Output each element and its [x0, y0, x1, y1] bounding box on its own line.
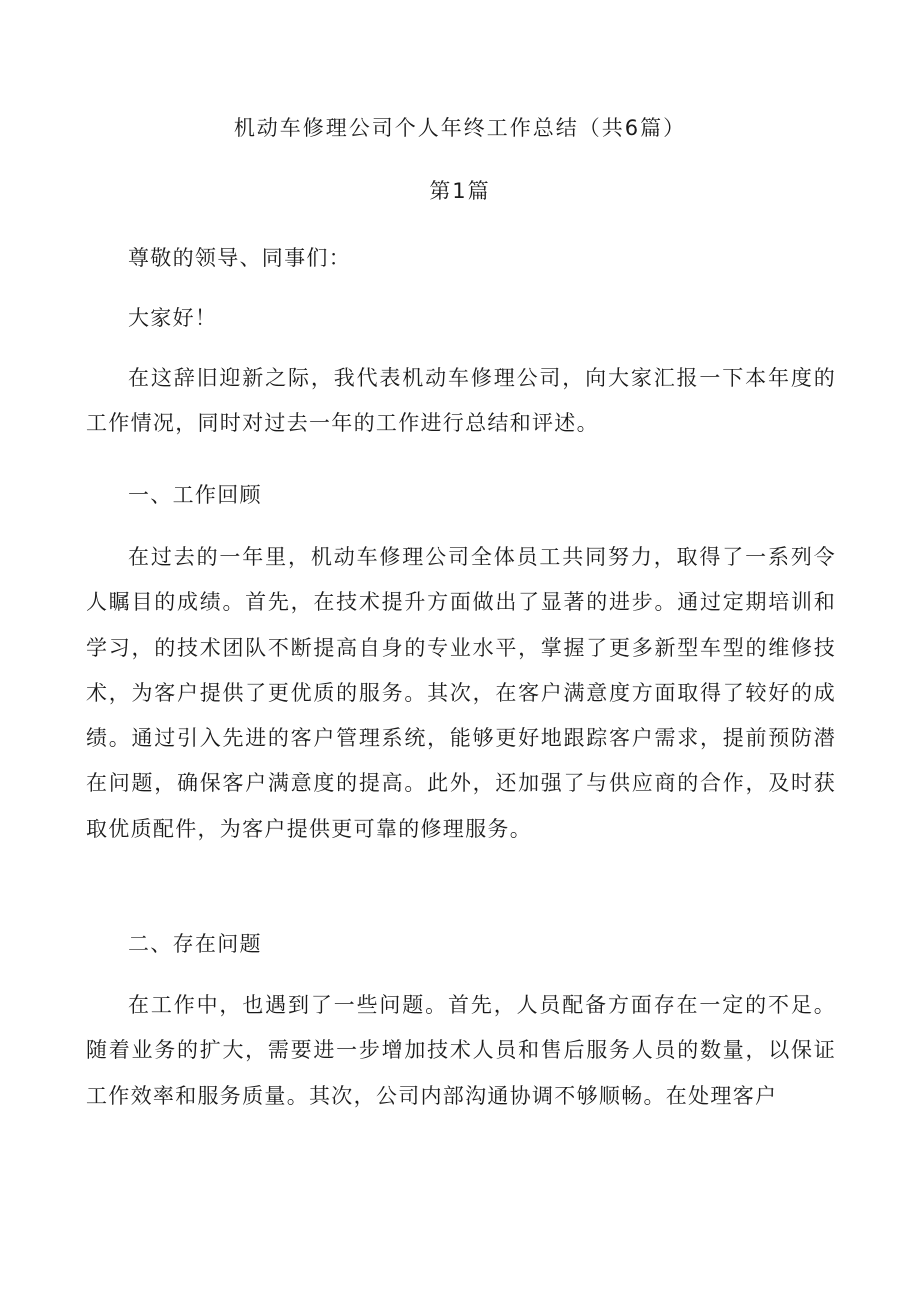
section-body-problems: 在工作中，也遇到了一些问题。首先，人员配备方面存在一定的不足。随着业务的扩大，需要进一步增加技术人员和售后服务人员的数量，以保证工作效率和服务质量。其次，公司内部沟通协调不够顺畅。在处理客户	[86, 993, 836, 1108]
chapter-title: 第1篇	[429, 179, 491, 203]
document-title: 机动车修理公司个人年终工作总结（共6篇）	[233, 116, 687, 140]
intro-paragraph: 在这辞旧迎新之际，我代表机动车修理公司，向大家汇报一下本年度的工作情况，同时对过去一年的工作进行总结和评述。	[86, 366, 836, 436]
hello-line: 大家好！	[128, 306, 218, 330]
section-heading-review: 一、工作回顾	[128, 483, 262, 507]
section-body-review: 在过去的一年里，机动车修理公司全体员工共同努力，取得了一系列令人瞩目的成绩。首先，在技术提升方面做出了显著的进步。通过定期培训和学习，的技术团队不断提高自身的专业水平，掌握了更多新型车型的维修技术，为客户提供了更优质的服务。其次，在客户满意度方面取得了较好的成绩。通过引入先进的客户管理系统，能够更好地跟踪客户需求，提前预防潜在问题，确保客户满意度的提高。此外，还加强了与供应商的合作，及时获取优质配件，为客户提供更可靠的修理服务。	[86, 545, 836, 841]
section-heading-problems: 二、存在问题	[128, 932, 262, 956]
greeting-line: 尊敬的领导、同事们：	[128, 246, 351, 270]
